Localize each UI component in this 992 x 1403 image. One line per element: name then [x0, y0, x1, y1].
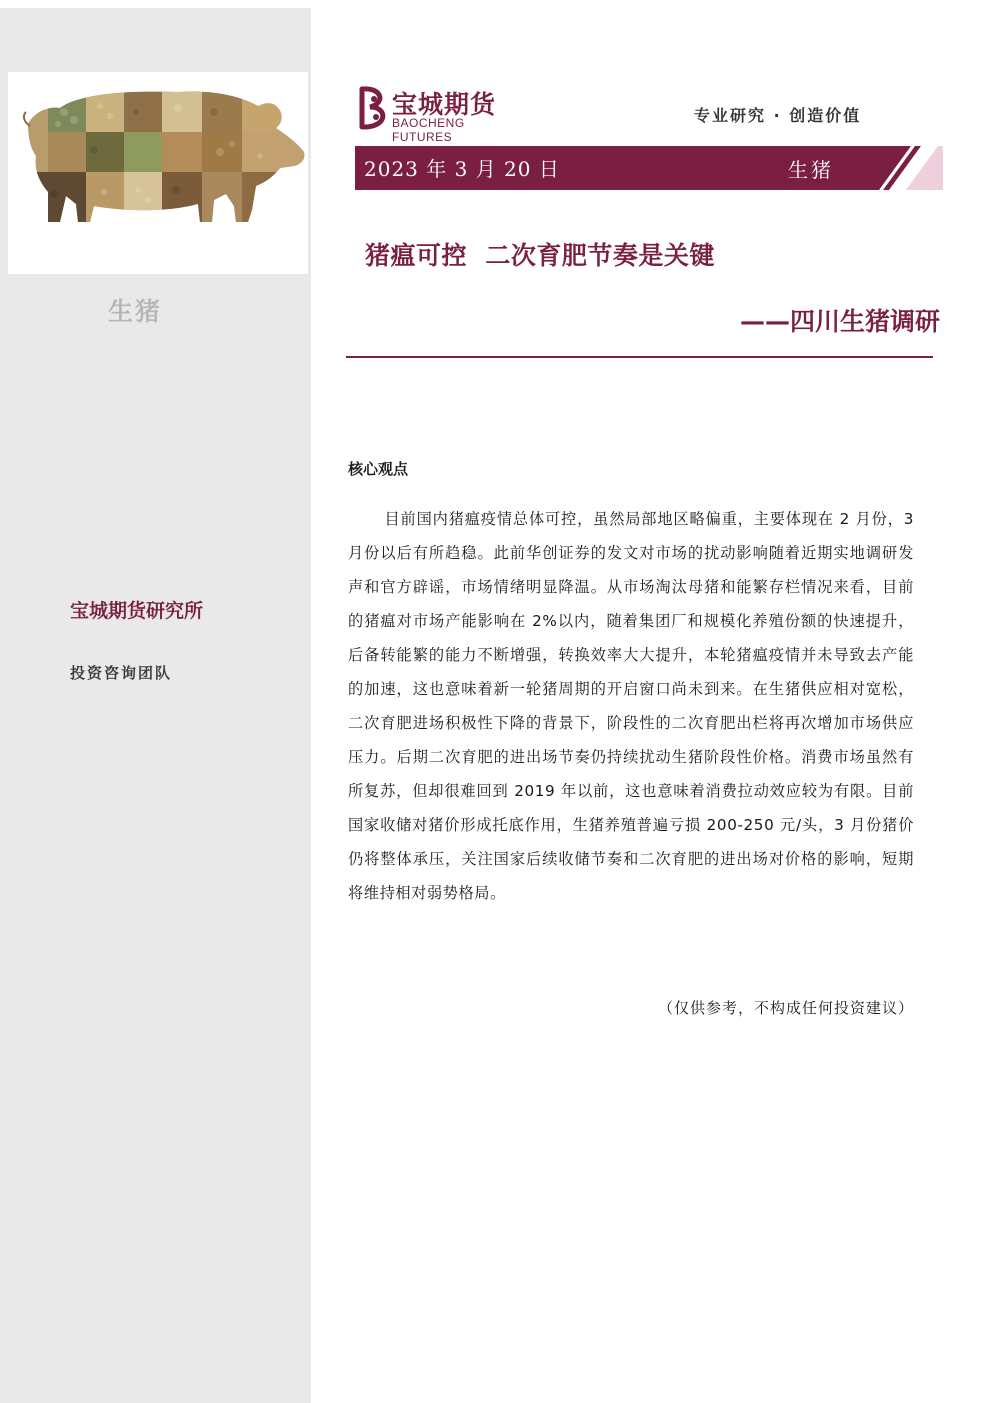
logo-mark-icon: [356, 85, 390, 131]
report-date: 2023 年 3 月 20 日: [364, 157, 560, 181]
company-logo: [356, 85, 526, 144]
slogan: 专业研究 · 创造价值: [694, 106, 862, 125]
report-category: 生猪: [788, 158, 834, 182]
logo-english-name: BAOCHENG FUTURES: [392, 116, 465, 144]
section-heading: 核心观点: [348, 460, 409, 478]
sidebar: [0, 0, 311, 1403]
report-subtitle: ——四川生猪调研: [739, 307, 940, 336]
sidebar-top-strip: [0, 0, 311, 8]
institute-name: 宝城期货研究所: [70, 600, 204, 622]
title-divider: [346, 356, 933, 358]
team-name: 投资咨询团队: [70, 664, 173, 682]
disclaimer: （仅供参考，不构成任何投资建议）: [657, 999, 914, 1017]
report-title: 猪瘟可控 二次育肥节奏是关键: [365, 241, 715, 270]
cover-illustration: [8, 72, 308, 274]
sidebar-category: 生猪: [108, 297, 163, 326]
logo-chinese-name: 宝城期货: [392, 90, 497, 119]
pig-grain-mosaic-icon: [8, 72, 308, 274]
core-view-paragraph: 目前国内猪瘟疫情总体可控，虽然局部地区略偏重，主要体现在 2 月份，3 月份以后有所趋稳。此前华创证券的发文对市场的扰动影响随着近期实地调研发声和官方辟谣，市场情绪明显降温。从市场淘汰母猪和能繁存栏情况来看，目前的猪瘟对市场产能影响在 2%以内，随着集团厂和规模化养殖份额的快速提升，后备转能繁的能力不断增强，转换效率大大提升，本轮猪瘟疫情并未导致去产能的加速，这也意味着新一轮猪周期的开启窗口尚未到来。在生猪供应相对宽松，二次育肥进场积极性下降的背景下，阶段性的二次育肥出栏将再次增加市场供应压力。后期二次育肥的进出场节奏仍持续扰动生猪阶段性价格。消费市场虽然有所复苏，但却很难回到 2019 年以前，这也意味着消费拉动效应较为有限。目前国家收储对猪价形成托底作用，生猪养殖普遍亏损 200-250 元/头，3 月份猪价仍将整体承压，关注国家后续收储节奏和二次育肥的进出场对价格的影响，短期将维持相对弱势格局。: [348, 510, 914, 902]
